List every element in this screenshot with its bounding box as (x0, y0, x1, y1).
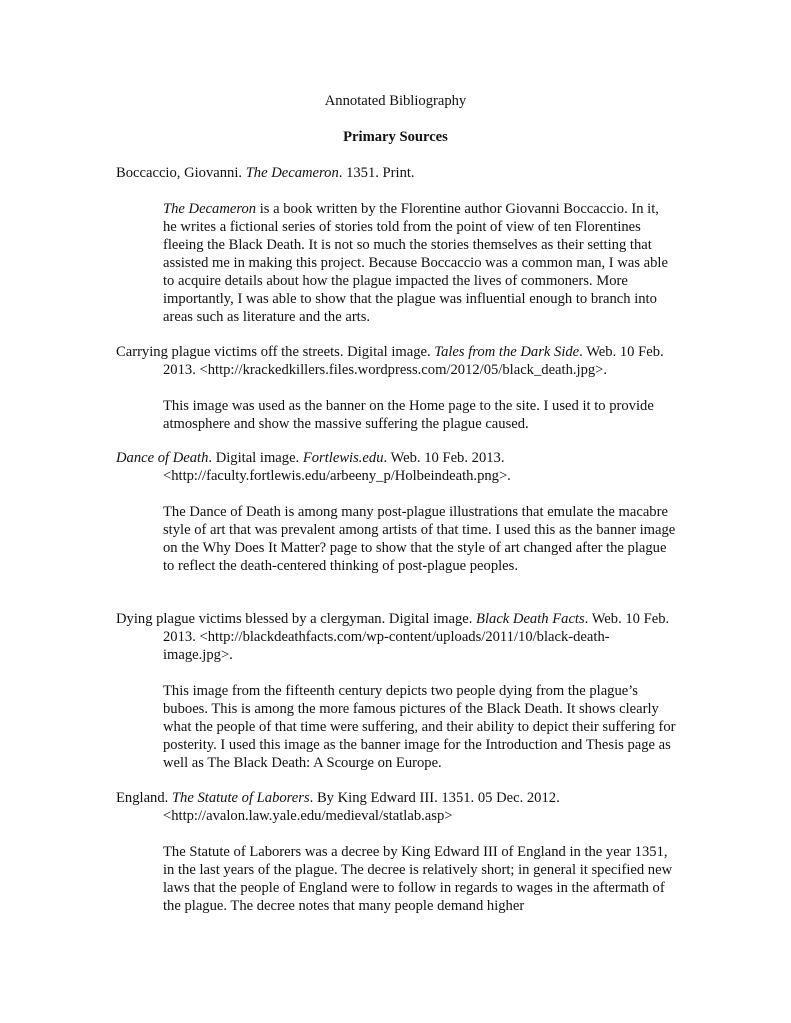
bibliography-entry (116, 449, 676, 575)
bibliography-entry (116, 164, 676, 326)
text-run: Boccaccio, Giovanni. (116, 165, 246, 181)
text-run: . Web. 10 Feb. 2013. <http://blackdeathfacts.com/wp-content/uploads/2011/10/black-death-image.jpg>. (163, 611, 670, 663)
text-run: This image was used as the banner on the Home page to the site. I used it to provide atmosphere and show the massive suffering the plague caused. (163, 398, 654, 432)
italic-title: The Decameron (163, 201, 257, 217)
annotation (116, 503, 676, 575)
annotation (116, 682, 676, 772)
citation (116, 449, 676, 485)
text-run: The Dance of Death is among many post-plague illustrations that emulate the macabre style of art that was prevalent among artists of that time. I used this as the banner image on the Why Does It Matter? page to show that the style of art changed after the plague to reflect the death-centered thinking of post-plague peoples. (163, 504, 676, 574)
citation (116, 343, 676, 379)
text-run: is a book written by the Florentine author Giovanni Boccaccio. In it, he writes a fictional series of stories told from the point of view of ten Florentines fleeing the Black Death. It is not so much the stories themselves as their setting that assisted me in making this project. Because Boccaccio was a common man, I was able to acquire details about how the plague impacted the lives of commoners. More importantly, I was able to show that the plague was influential enough to branch into areas such as literature and the arts. (163, 201, 668, 325)
bibliography-entry (116, 343, 676, 433)
citation (116, 610, 676, 664)
text-run: . Digital image. (208, 450, 303, 466)
citation (116, 789, 676, 825)
italic-title: The Decameron (245, 165, 339, 181)
text-run: This image from the fifteenth century depicts two people dying from the plague’s buboes. This is among the more famous pictures of the Black Death. It shows clearly what the people of that time were suffering, and their ability to depict their suffering for posterity. I used this image as the banner image for the Introduction and Thesis page as well as The Black Death: A Scourge on Europe. (163, 683, 676, 771)
annotation (116, 200, 676, 326)
text-run: England. (116, 790, 172, 806)
text-run: Dying plague victims blessed by a clergyman. Digital image. (116, 611, 477, 627)
document-title: Annotated Bibliography (324, 93, 467, 109)
annotation (116, 843, 676, 915)
italic-title: Black Death Facts (476, 611, 585, 627)
text-run: Carrying plague victims off the streets. Digital image. (116, 344, 435, 360)
italic-title: Tales from the Dark Side (434, 344, 580, 360)
italic-title: Dance of Death (116, 450, 209, 466)
text-run: . Web. 10 Feb. 2013. <http://faculty.fortlewis.edu/arbeeny_p/Holbeindeath.png>. (163, 450, 511, 484)
annotation (116, 397, 676, 433)
text-run: . 1351. Print. (338, 165, 415, 181)
section-heading: Primary Sources (343, 129, 448, 145)
text-run: The Statute of Laborers was a decree by King Edward III of England in the year 1351, in the last years of the plague. The decree is relatively short; in general it specified new laws that the people of England were to follow in regards to wages in the aftermath of the plague. The decree notes that many people demand higher (163, 844, 673, 914)
italic-title: The Statute of Laborers (171, 790, 310, 806)
text-run: . By King Edward III. 1351. 05 Dec. 2012. <http://avalon.law.yale.edu/medieval/statlab.asp> (163, 790, 560, 824)
italic-title: Fortlewis.edu (302, 450, 384, 466)
bibliography-entry (116, 610, 676, 772)
bibliography-entry (116, 789, 676, 915)
text-run: . Web. 10 Feb. 2013. <http://krackedkillers.files.wordpress.com/2012/05/black_death.jpg>. (163, 344, 664, 378)
citation (116, 164, 676, 182)
